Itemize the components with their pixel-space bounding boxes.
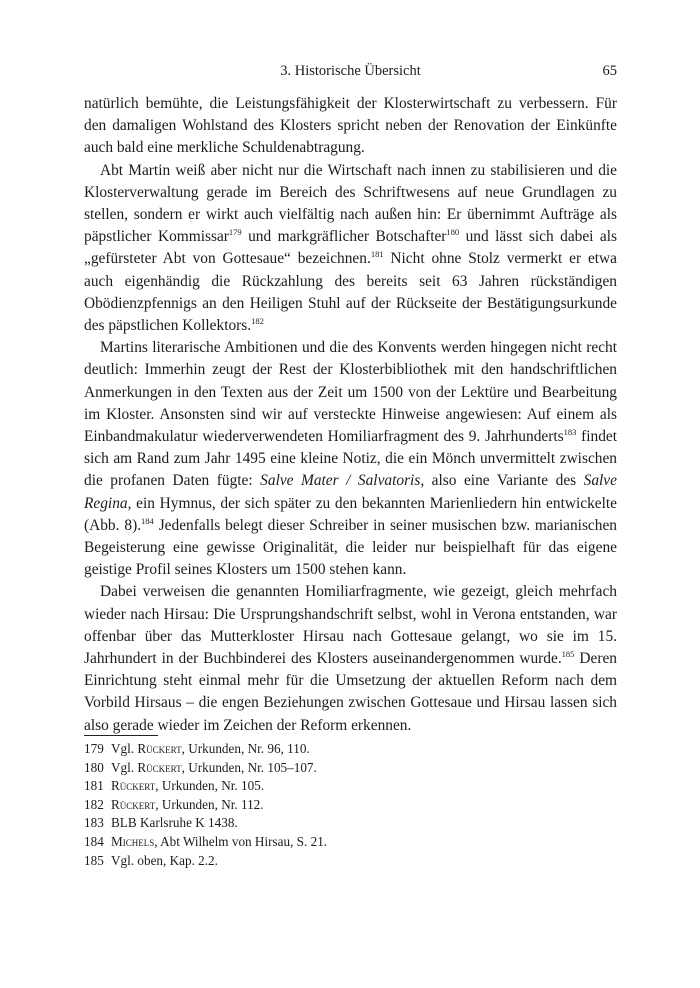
text-run: natürlich bemühte, die Leistungsfähigkeit der Klosterwirtschaft zu verbessern. Für den damaligen Wohlstand des Klosters spricht neben der Renovation der Einkünfte auch bald eine merkliche Schuldenabtragung. [84, 95, 617, 157]
text-run: , Urkunden, Nr. 112. [155, 796, 264, 812]
paragraph [84, 93, 617, 160]
running-head [84, 63, 617, 83]
footnote-reference: 184 [141, 515, 154, 526]
footnote-number: 180 [84, 759, 104, 775]
author-name: Michels [111, 833, 155, 849]
text-run: und markgräflicher Botschafter [241, 228, 447, 246]
paragraph [84, 581, 617, 736]
author-name: Rückert [111, 796, 156, 812]
text-run: Dabei verweisen die genannten Homiliarfragmente, wie gezeigt, gleich mehrfach wieder nach Hirsau: Die Ursprungshandschrift selbst, wohl in Verona entstanden, war offenbar über das Mutterkloster Hirsau nach Gottesaue gelangt, wo sie im 15. Jahrhundert in der Buchbinderei des Klosters auseinandergenommen wurde. [84, 583, 617, 668]
footnote-text [111, 833, 327, 852]
footnote-number: 183 [84, 815, 104, 831]
footnote-reference: 181 [370, 249, 384, 260]
footnote [84, 814, 617, 833]
footnote [84, 759, 617, 778]
text-run: , also eine Variante des [420, 472, 584, 490]
footnote-reference: 180 [446, 227, 460, 238]
text-run: Jedenfalls belegt dieser Schreiber in seiner musischen bzw. marianischen Begeisterung eine gewisse Originalität, die leider nur beispielhaft für das eigene geistige Profil seines Klosters um 1500 stehen kann. [84, 516, 617, 579]
text-run: , Urkunden, Nr. 105–107. [181, 759, 317, 775]
footnote-text [111, 777, 264, 796]
text-run: Martins literarische Ambitionen und die des Konvents werden hingegen nicht recht deutlich: Immerhin zeugt der Rest der Klosterbibliothek mit den handschriftlichen Anmerkungen in den Texten aus der Zeit um 1500 von der Lektüre und Bearbeitung im Kloster. Ansonsten sind wir auf versteckte Hinweise angewiesen: Auf einem als Einbandmakulatur wiederverwendeten Homiliarfragment des 9. Jahrhunderts [84, 339, 617, 446]
text-run: BLB Karlsruhe K 1438. [111, 815, 238, 831]
footnote-number: 185 [84, 852, 104, 868]
footnotes [84, 740, 617, 870]
footnote-number: 181 [84, 778, 104, 794]
footnote-text [111, 796, 264, 815]
text-run: und lässt sich dabei als „gefürsteter Abt von Gottesaue“ bezeichnen. [84, 228, 617, 268]
footnote-separator [84, 735, 158, 736]
text-run: Vgl. oben, Kap. 2.2. [111, 852, 218, 868]
footnote [84, 740, 617, 759]
text-run: Nicht ohne Stolz vermerkt er etwa auch eigenhändig die Rückzahlung des bereits seit 63 Jahren rückständigen Obödienzpfennigs an den Heiligen Stuhl auf der Rückseite der Bestätigungsurkunde des päpstlichen Kollektors. [84, 250, 617, 335]
footnote-number: 179 [84, 741, 104, 756]
footnote [84, 796, 617, 815]
author-name: Rückert [111, 778, 156, 794]
body-text [84, 93, 617, 737]
paragraph [84, 160, 617, 338]
footnote-text [111, 759, 317, 778]
footnote [84, 833, 617, 852]
text-run: , ein Hymnus, der sich später zu den bekannten Marienliedern hin entwickelte (Abb. 8). [84, 494, 617, 534]
footnote-text [111, 852, 218, 871]
italic-text: Salve Mater / Salvatoris [260, 472, 421, 490]
italic-text: Salve Regina [84, 472, 617, 512]
page-number: 65 [602, 63, 617, 79]
text-run: Deren Einrichtung steht einmal mehr für die Umsetzung der aktuellen Reform nach dem Vorbild Hirsaus – die engen Beziehungen zwischen Gottesaue und Hirsau lassen sich also gerade wieder im Zeichen der Reform erkennen. [84, 650, 617, 734]
running-title: 3. Historische Übersicht [280, 63, 421, 79]
text-run: findet sich am Rand zum Jahr 1495 eine kleine Notiz, die ein Mönch unvermittelt zwischen die profanen Daten fügte: [84, 428, 617, 490]
text-run: Vgl. [111, 741, 138, 756]
footnote-reference: 183 [563, 427, 577, 438]
text-run: , Urkunden, Nr. 105. [155, 778, 265, 794]
text-run: , Abt Wilhelm von Hirsau, S. 21. [154, 833, 328, 849]
author-name: Rückert [137, 759, 182, 775]
text-run: Vgl. [111, 759, 138, 775]
footnote-number: 184 [84, 833, 104, 849]
paragraph [84, 337, 617, 581]
footnote-reference: 182 [251, 316, 264, 327]
footnote-reference: 179 [228, 227, 242, 238]
footnote-number: 182 [84, 796, 104, 812]
footnote [84, 852, 617, 871]
text-run: Abt Martin weiß aber nicht nur die Wirtschaft nach innen zu stabilisieren und die Klosterverwaltung gerade im Bereich des Schriftwesens auf neue Grundlagen zu stellen, sondern er wirkt auch vielfältig nach außen hin: Er übernimmt Aufträge als päpstlicher Kommissar [84, 161, 617, 246]
footnote [84, 777, 617, 796]
footnote-text [111, 814, 238, 833]
footnote-reference: 185 [561, 649, 575, 660]
author-name: Rückert [137, 741, 182, 756]
text-run: , Urkunden, Nr. 96, 110. [181, 741, 310, 756]
footnote-text [111, 740, 310, 759]
